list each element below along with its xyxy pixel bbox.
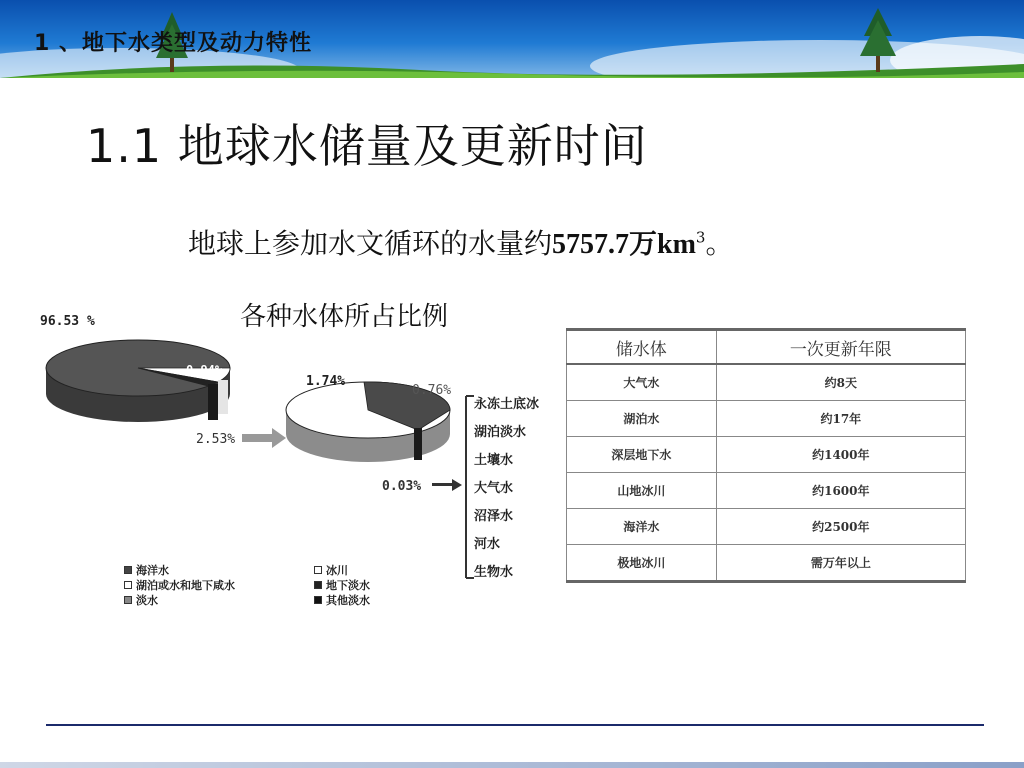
other-fresh-list	[474, 396, 539, 592]
list-item: 河水	[474, 537, 501, 552]
list-bracket	[466, 396, 474, 578]
table-row	[567, 437, 966, 473]
legend-left	[124, 562, 235, 607]
freshwater-arrow	[242, 428, 286, 448]
table-row	[567, 545, 966, 582]
table-row	[567, 473, 966, 509]
table-cell: 海洋水	[567, 509, 717, 545]
list-item: 湖泊淡水	[474, 425, 527, 440]
intro-text	[188, 222, 733, 262]
legend-swatch	[314, 566, 322, 574]
legend-label: 淡水	[136, 593, 158, 607]
table-cell: 深层地下水	[567, 437, 717, 473]
chart-title: 各种水体所占比例	[240, 302, 449, 332]
legend-right	[314, 562, 370, 607]
table-cell: 湖泊水	[567, 401, 717, 437]
table-cell: 约1600年	[716, 473, 965, 509]
ocean-pct-label: 96.53 %	[40, 314, 95, 329]
table-header-row	[567, 330, 966, 365]
footer-divider	[46, 724, 984, 726]
column-header: 一次更新年限	[716, 330, 965, 365]
header-banner	[0, 0, 1024, 78]
table-cell: 约17年	[716, 401, 965, 437]
legend-label: 地下淡水	[326, 578, 370, 592]
small-pct-label: 0.94%	[186, 363, 223, 377]
table-cell: 约8天	[716, 364, 965, 401]
legend-label: 海洋水	[136, 563, 169, 577]
legend-item	[314, 562, 370, 577]
footer-bar	[0, 762, 1024, 768]
legend-swatch	[314, 596, 322, 604]
table-cell: 山地冰川	[567, 473, 717, 509]
legend-label: 冰川	[326, 563, 348, 577]
other-fresh-pct-label: 0.03%	[382, 479, 422, 494]
list-item: 生物水	[474, 565, 514, 580]
table-cell: 大气水	[567, 364, 717, 401]
list-item: 土壤水	[474, 453, 514, 468]
legend-swatch	[124, 581, 132, 589]
other-fresh-arrow	[432, 479, 462, 491]
column-header: 储水体	[567, 330, 717, 365]
ocean-pie	[46, 340, 230, 422]
intro-text-main: 地球上参加水文循环的水量约	[188, 227, 553, 260]
legend-swatch	[124, 566, 132, 574]
intro-amount: 5757.7	[552, 229, 630, 260]
legend-item	[314, 592, 370, 607]
table-row	[567, 364, 966, 401]
list-item: 大气水	[474, 481, 514, 496]
list-item: 沼泽水	[474, 509, 514, 524]
freshwater-pct-label: 2.53%	[196, 432, 236, 447]
intro-unit: 万km	[629, 229, 696, 260]
intro-superscript: 3	[695, 228, 706, 247]
renewal-time-table	[566, 328, 966, 583]
list-item: 永冻土底冰	[474, 397, 540, 412]
table-cell: 需万年以上	[716, 545, 965, 582]
legend-swatch	[314, 581, 322, 589]
glacier-pct-label: 1.74%	[306, 374, 346, 389]
table-cell: 极地冰川	[567, 545, 717, 582]
intro-end: 。	[705, 227, 734, 260]
legend-item	[124, 562, 235, 577]
table-row	[567, 509, 966, 545]
legend-swatch	[124, 596, 132, 604]
legend-item	[124, 592, 235, 607]
legend-item	[314, 577, 370, 592]
legend-item	[124, 577, 235, 592]
table-cell: 约2500年	[716, 509, 965, 545]
table-cell: 约1400年	[716, 437, 965, 473]
groundwater-pct-label: 0.76%	[412, 383, 452, 398]
table-row	[567, 401, 966, 437]
section-title: 1 、地下水类型及动力特性	[34, 31, 312, 56]
legend-label: 其他淡水	[326, 593, 370, 607]
legend-label: 湖泊或水和地下咸水	[136, 578, 235, 592]
slide-title: 1.1 地球水储量及更新时间	[86, 119, 648, 173]
